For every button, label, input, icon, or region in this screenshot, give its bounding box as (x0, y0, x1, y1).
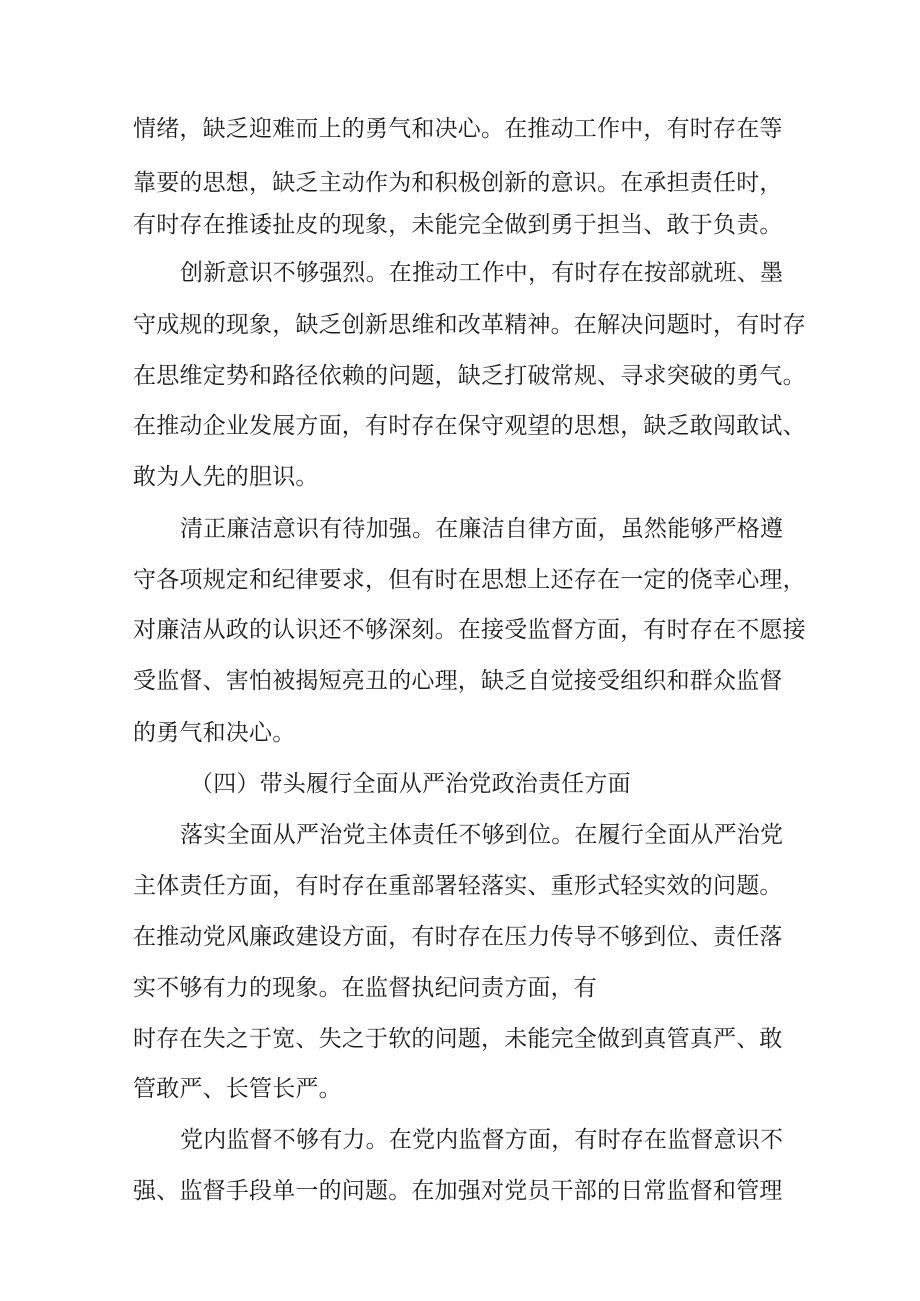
text-line: 在推动企业发展方面，有时存在保守观望的思想，缺乏敢闯敢试、 (133, 413, 806, 439)
text-line: 强、监督手段单一的问题。在加强对党员干部的日常监督和管理 (133, 1178, 783, 1204)
text-line: 主体责任方面，有时存在重部署轻落实、重形式轻实效的问题。 (133, 873, 783, 899)
text-line: 实不够有力的现象。在监督执纪问责方面，有 (133, 975, 597, 1001)
paragraph-start: 落实全面从严治党主体责任不够到位。在履行全面从严治党 (180, 822, 784, 848)
text-line: 时存在失之于宽、失之于软的问题，未能完全做到真管真严、敢 (133, 1026, 783, 1052)
text-line: 的勇气和决心。 (133, 720, 296, 746)
paragraph-start: 创新意识不够强烈。在推动工作中，有时存在按部就班、墨 (180, 260, 784, 286)
text-line: 守各项规定和纪律要求，但有时在思想上还存在一定的侥幸心理， (133, 567, 806, 593)
text-line: 敢为人先的胆识。 (133, 464, 319, 490)
section-heading: （四）带头履行全面从严治党政治责任方面 (190, 771, 631, 797)
paragraph-start: 党内监督不够有力。在党内监督方面，有时存在监督意识不 (180, 1127, 784, 1153)
text-line: 在思维定势和路径依赖的问题，缺乏打破常规、寻求突破的勇气。 (133, 363, 806, 389)
text-line: 有时存在推诿扯皮的现象，未能完全做到勇于担当、敢于负责。 (133, 212, 783, 238)
text-line: 情绪，缺乏迎难而上的勇气和决心。在推动工作中，有时存在等 (133, 116, 783, 142)
text-line: 管敢严、长管长严。 (133, 1076, 342, 1102)
paragraph-start: 清正廉洁意识有待加强。在廉洁自律方面，虽然能够严格遵 (180, 516, 784, 542)
text-line: 受监督、害怕被揭短亮丑的心理，缺乏自觉接受组织和群众监督 (133, 668, 783, 694)
text-line: 在推动党风廉政建设方面，有时存在压力传导不够到位、责任落 (133, 924, 783, 950)
text-line: 守成规的现象，缺乏创新思维和改革精神。在解决问题时，有时存 (133, 312, 806, 338)
text-line: 靠要的思想，缺乏主动作为和积极创新的意识。在承担责任时， (133, 170, 783, 196)
text-line: 对廉洁从政的认识还不够深刻。在接受监督方面，有时存在不愿接 (133, 617, 806, 643)
